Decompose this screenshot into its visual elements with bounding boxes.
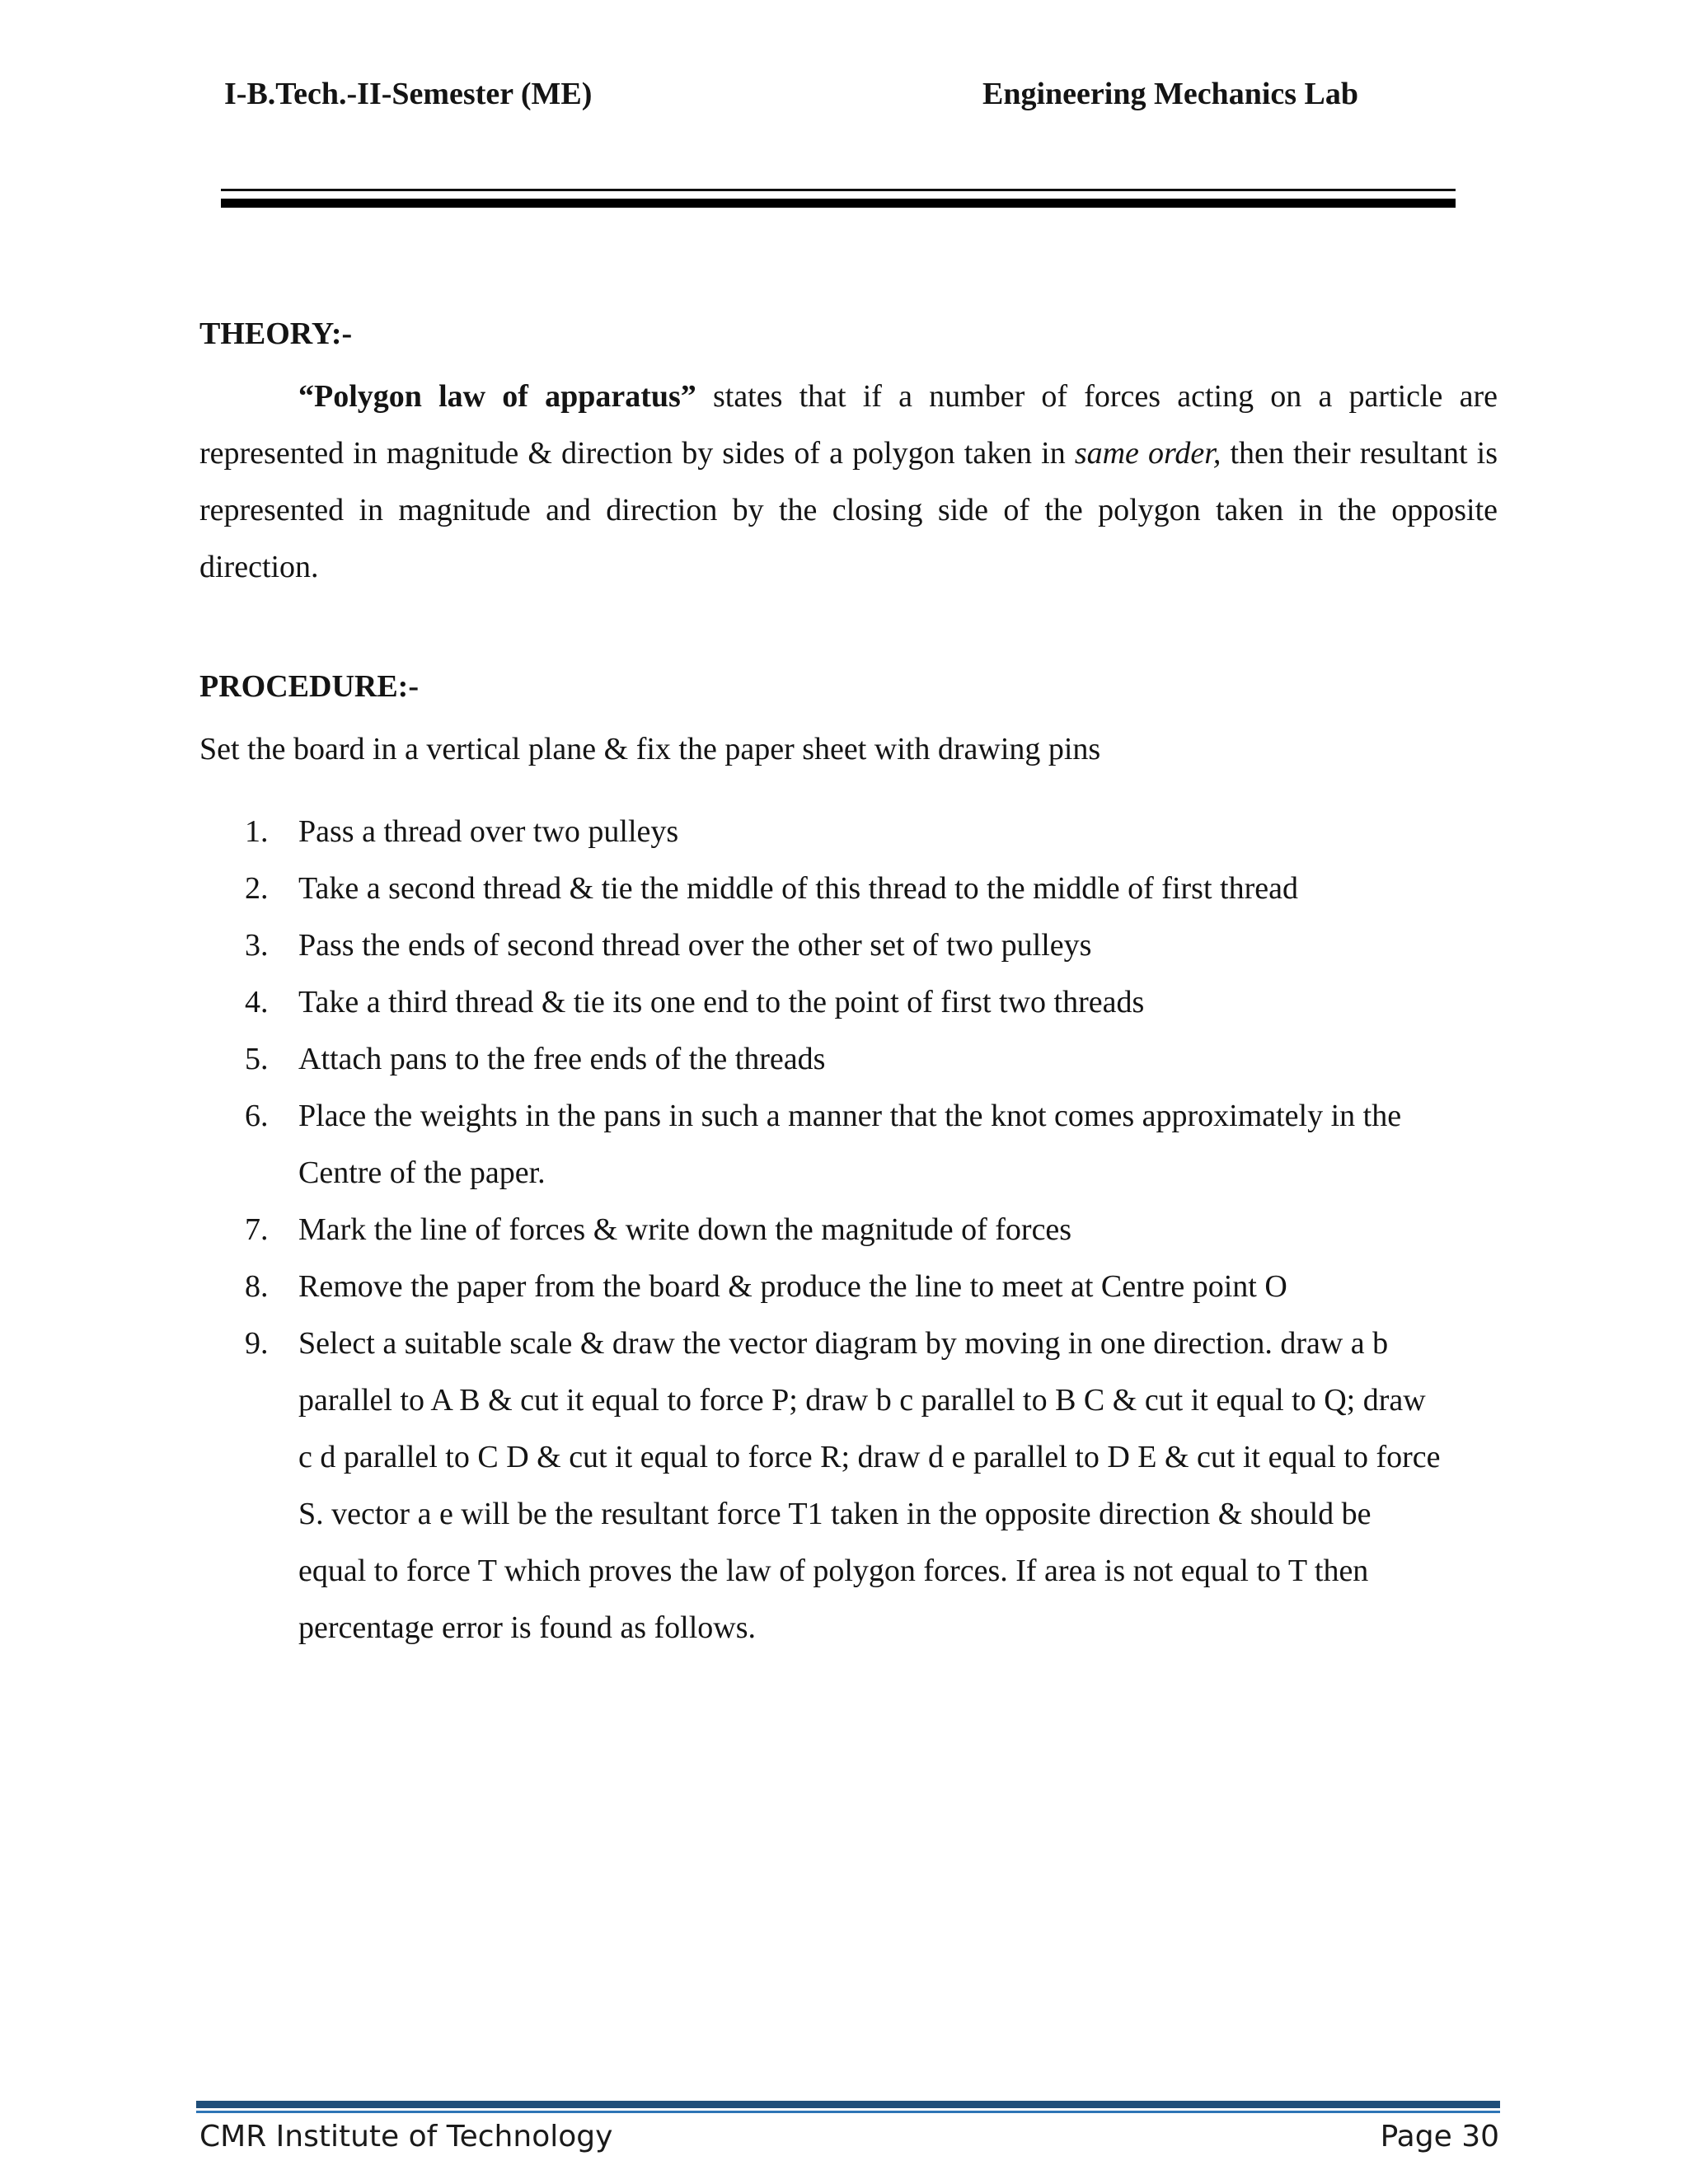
step-text: Select a suitable scale & draw the vector diagram by moving in one direction. draw a b parallel to A B & cut it equal to force P; draw b c parallel to B C & cut it equal to Q; draw c d parallel to C D & cut it equal to force R; draw d e parallel to D E & cut it equal to force S. vector a e will be the resultant force T1 taken in the opposite direction & should be equal to force T which proves the law of polygon forces. If area is not equal to T then percentage error is found as follows. [298, 1326, 1441, 1645]
theory-text-2: then their resultant is represented in magnitude and direction by the closing side of the polygon taken in the opposite direction. [199, 436, 1498, 584]
step-text: Pass a thread over two pulleys [298, 814, 679, 849]
step-text: Take a third thread & tie its one end to the point of first two threads [298, 985, 1145, 1019]
step-text: Mark the line of forces & write down the magnitude of forces [298, 1212, 1072, 1247]
step-text: Place the weights in the pans in such a manner that the knot comes approximately in the Centre of the paper. [298, 1099, 1402, 1190]
step-number: 1. [245, 814, 269, 849]
procedure-heading: PROCEDURE:- [199, 669, 419, 704]
procedure-step [199, 1031, 1498, 1088]
page-footer [199, 2120, 1499, 2166]
footer-rule-thin [196, 2111, 1500, 2113]
procedure-step [199, 1202, 1498, 1258]
procedure-step [199, 860, 1498, 917]
procedure-intro: Set the board in a vertical plane & fix the paper sheet with drawing pins [199, 732, 1101, 766]
step-number: 8. [245, 1269, 269, 1304]
header-subject: Engineering Mechanics Lab [982, 77, 1359, 111]
theory-paragraph [199, 368, 1498, 596]
footer-institute: CMR Institute of Technology [199, 2120, 613, 2154]
theory-heading: THEORY:- [199, 316, 353, 351]
step-number: 2. [245, 871, 269, 906]
procedure-step [199, 1088, 1498, 1202]
header-rule-thin [221, 189, 1456, 191]
step-number: 7. [245, 1212, 269, 1247]
step-number: 5. [245, 1042, 269, 1076]
theory-italic-text: same order, [1074, 436, 1221, 471]
page-header [224, 76, 1382, 117]
procedure-step [199, 1315, 1498, 1657]
footer-rule-thick [196, 2101, 1500, 2108]
theory-text-1: states that if a number of forces acting on a particle are represented in magnitude & direction by sides of a polygon taken in [199, 379, 1498, 471]
step-text: Pass the ends of second thread over the other set of two pulleys [298, 928, 1092, 963]
procedure-step [199, 804, 1498, 860]
step-number: 3. [245, 928, 269, 963]
procedure-steps [199, 804, 1498, 1657]
step-text: Attach pans to the free ends of the threads [298, 1042, 826, 1076]
procedure-step [199, 974, 1498, 1031]
header-course: I-B.Tech.-II-Semester (ME) [224, 77, 593, 111]
step-number: 9. [245, 1326, 269, 1361]
step-number: 4. [245, 985, 269, 1019]
procedure-step [199, 1258, 1498, 1315]
step-text: Take a second thread & tie the middle of this thread to the middle of first thread [298, 871, 1298, 906]
step-text: Remove the paper from the board & produce the line to meet at Centre point O [298, 1269, 1287, 1304]
page-number: Page 30 [1380, 2120, 1499, 2154]
procedure-step [199, 917, 1498, 974]
header-rule-thick [221, 199, 1456, 208]
step-number: 6. [245, 1099, 269, 1133]
law-name: “Polygon law of apparatus” [298, 379, 696, 414]
